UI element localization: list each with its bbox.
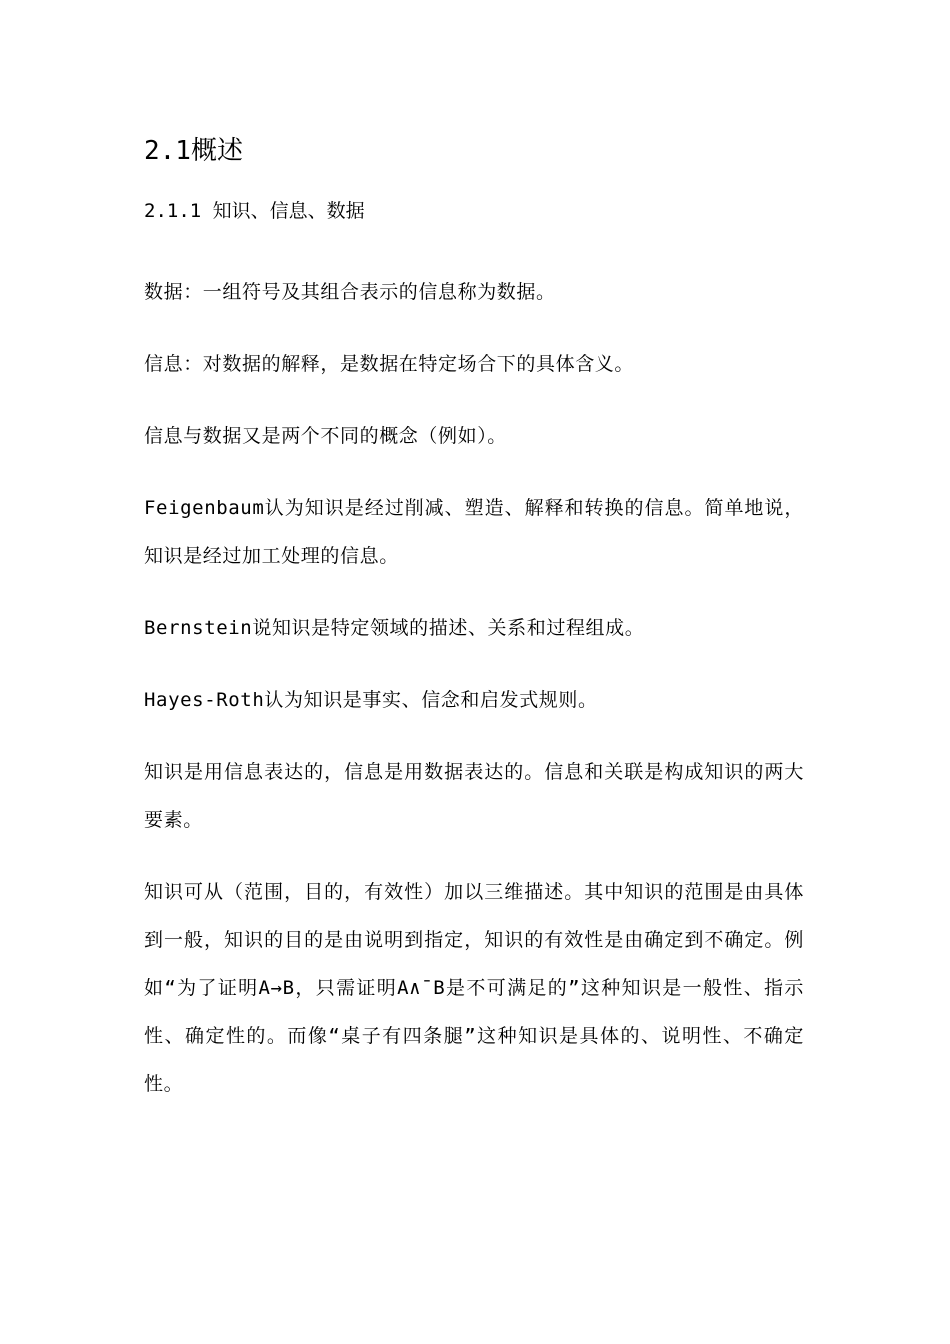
paragraph-three-dimensions: 知识可从（范围，目的，有效性）加以三维描述。其中知识的范围是由具体到一般，知识的目的是由说明到指定，知识的有效性是由确定到不确定。例如“为了证明A→B，只需证明A∧¯B是不可满足的”这种知识是一般性、指示性、确定性的。而像“桌子有四条腿”这种知识是具体的、说明性、不确定性。 bbox=[144, 881, 804, 1095]
section-heading: 2.1概述 bbox=[144, 136, 243, 166]
paragraph-feigenbaum: Feigenbaum认为知识是经过削减、塑造、解释和转换的信息。简单地说，知识是经过加工处理的信息。 bbox=[144, 497, 804, 567]
document-body bbox=[144, 128, 804, 1132]
subsection-heading: 2.1.1 知识、信息、数据 bbox=[144, 200, 365, 222]
paragraph-data-definition: 数据：一组符号及其组合表示的信息称为数据。 bbox=[144, 281, 556, 303]
paragraph-knowledge-elements: 知识是用信息表达的，信息是用数据表达的。信息和关联是构成知识的两大要素。 bbox=[144, 761, 804, 831]
paragraph-hayes-roth: Hayes-Roth认为知识是事实、信念和启发式规则。 bbox=[144, 689, 598, 711]
paragraph-information-definition: 信息：对数据的解释，是数据在特定场合下的具体含义。 bbox=[144, 353, 635, 375]
paragraph-info-vs-data: 信息与数据又是两个不同的概念（例如）。 bbox=[144, 425, 507, 447]
paragraph-bernstein: Bernstein说知识是特定领域的描述、关系和过程组成。 bbox=[144, 617, 645, 639]
